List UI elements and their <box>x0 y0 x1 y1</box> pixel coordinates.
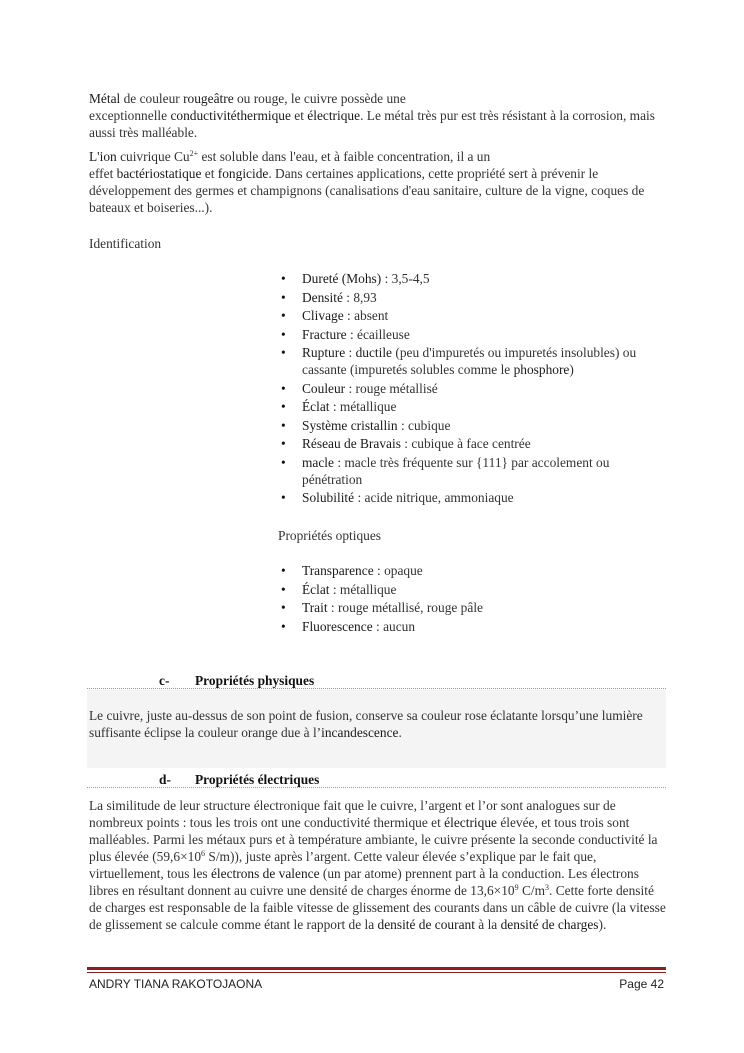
list-item: • Système cristallin : cubique <box>278 417 673 434</box>
footer-page-number: Page 42 <box>619 977 664 991</box>
intro-paragraph-1: Métal de couleur rougeâtre ou rouge, le cuivre possède une exceptionnelle conductivitéthermique et électrique. Le métal très pur est très résistant à la corrosion, mais aussi très malléable. <box>89 91 655 140</box>
list-item: • Éclat : métallique <box>278 398 673 415</box>
identification-label: Identification <box>89 236 162 251</box>
section-c-heading: c- Propriétés physiques <box>159 673 315 688</box>
section-d-heading: d- Propriétés électriques <box>159 772 320 787</box>
link-ion[interactable]: L'ion <box>89 149 117 164</box>
intro-paragraph-2: L'ion cuivrique $Cu^{2+}$ est soluble dans l'eau, et à faible concentration, il a un effet bactériostatique et fongicide. Dans certaines applications, cette propriété sert à prévenir le développement des germes et champignons (canalisations d'eau sanitaire, culture de la vigne, coques de bateaux et boiseries...). <box>89 149 645 215</box>
section-c-paragraph: Le cuivre, juste au-dessus de son point de fusion, conserve sa couleur rose éclatante lorsqu’une lumière suffisante éclipse la couleur orange due à l’incandescence. <box>89 708 643 740</box>
section-c-divider <box>87 688 666 689</box>
list-item: • Dureté (Mohs) : 3,5-4,5 <box>278 270 673 287</box>
list-item: • Réseau de Bravais : cubique à face centrée <box>278 435 673 452</box>
list-item: • Trait : rouge métallisé, rouge pâle <box>278 599 673 616</box>
list-item: • Transparence : opaque <box>278 562 673 579</box>
link-conductivite-thermique[interactable]: conductivitéthermique <box>170 108 291 123</box>
footer-rule-thin <box>87 972 666 973</box>
list-item: • Solubilité : acide nitrique, ammoniaque <box>278 489 673 506</box>
section-d-paragraph: La similitude de leur structure électronique fait que le cuivre, l’argent et l’or sont analogues sur de nombreux points : tous les trois ont une conductivité thermique et électrique élevée, et tous trois sont malléables. Parmi les métaux purs et à température ambiante, le cuivre présente la seconde conductivité la plus élevée ($59,6\times 10^6$ S/m)), juste après l’argent. Cette valeur élevée s’explique par le fait que, virtuellement, tous les électrons de valence (un par atome) prennent part à la conduction. Les électrons libres en résultant donnent au cuivre une densité de charges énorme de $13,6\times 10^9$ $C/m^3$. Cette forte densité de charges est responsable de la faible vitesse de glissement des courants dans un câble de cuivre (la vitesse de glissement se calcule comme étant le rapport de la densité de courant à la densité de charges). <box>89 798 666 932</box>
footer-rule-thick <box>87 967 666 970</box>
footer-author: ANDRY TIANA RAKOTOJAONA <box>89 977 263 991</box>
list-item: • Rupture : ductile (peu d'impuretés ou impuretés insolubles) ou cassante (impuretés solubles comme le phosphore) <box>278 344 673 378</box>
list-item: • Clivage : absent <box>278 307 673 324</box>
optical-properties-list <box>278 562 673 636</box>
link-metal[interactable]: Métal <box>89 91 121 106</box>
list-item: • macle : macle très fréquente sur {111} par accolement ou pénétration <box>278 454 673 488</box>
list-item: • Éclat : métallique <box>278 581 673 598</box>
list-item: • Fluorescence : aucun <box>278 618 673 635</box>
list-item: • Couleur : rouge métallisé <box>278 380 673 397</box>
link-rougeatre[interactable]: rougeâtre <box>183 91 234 106</box>
list-item: • Fracture : écailleuse <box>278 326 673 343</box>
section-d-divider <box>87 787 666 788</box>
link-incandescence[interactable]: incandescence <box>321 725 399 740</box>
link-fongicide[interactable]: fongicide <box>217 166 269 181</box>
link-electrique[interactable]: électrique <box>307 108 361 123</box>
optical-properties-title: Propriétés optiques <box>278 528 382 543</box>
identification-list <box>278 270 673 508</box>
list-item: • Densité : 8,93 <box>278 289 673 306</box>
link-bacteriostatique[interactable]: bactériostatique <box>116 166 202 181</box>
